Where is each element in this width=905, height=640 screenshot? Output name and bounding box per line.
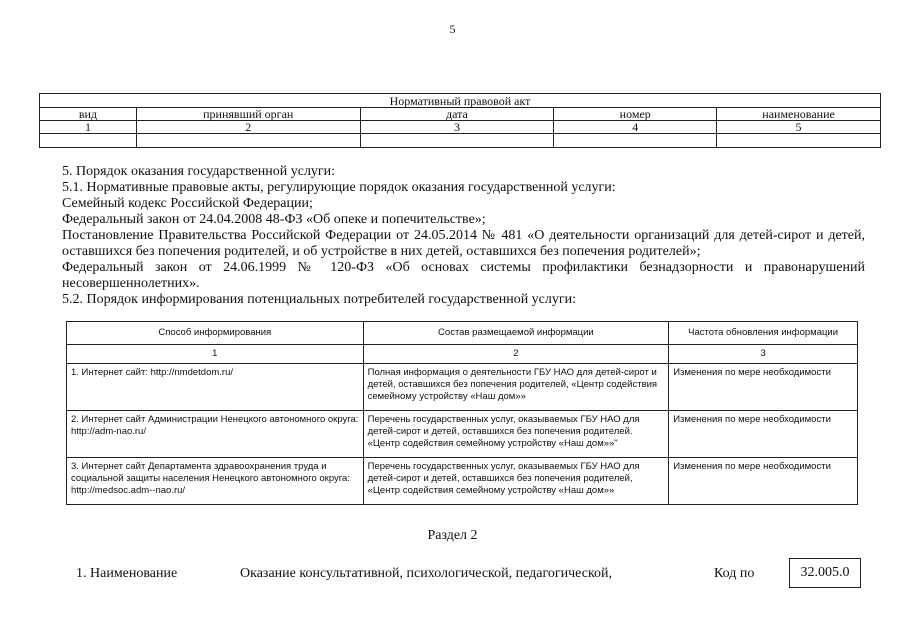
legal-act-header-date: дата: [360, 108, 554, 121]
code-label: Код по: [714, 566, 755, 581]
legal-act-col-num: 5: [717, 121, 881, 134]
legal-act-header-number: номер: [554, 108, 717, 121]
page-number: 5: [449, 22, 456, 36]
service-name: Оказание консультативной, психологической, педагогической,: [240, 566, 613, 581]
legal-act-col-num: 2: [136, 121, 360, 134]
info-frequency: Изменения по мере необходимости: [669, 364, 858, 411]
info-frequency: Изменения по мере необходимости: [669, 458, 858, 505]
legal-act-header-title: наименование: [717, 108, 881, 121]
legal-act-col-num: 3: [360, 121, 554, 134]
legal-act-empty-cell: [717, 134, 881, 148]
info-method: 2. Интернет сайт Администрации Ненецкого автономного округа: http://adm-nao.ru/: [67, 411, 364, 458]
section-5-heading: 5. Порядок оказания государственной услуги:: [62, 164, 336, 179]
info-method: 3. Интернет сайт Департамента здравоохранения труда и социальной защиты населения Ненецкого автономного округа: http://medsoc.adm--nao.ru/: [67, 458, 364, 505]
legal-act-table: [39, 93, 881, 148]
legal-act-item: Постановление Правительства Российской Федерации от 24.05.2014 № 481 «О деятельности организаций для детей-сирот и детей,: [62, 228, 865, 243]
info-col-num: 1: [67, 345, 364, 364]
legal-act-col-num: 1: [40, 121, 137, 134]
info-frequency: Изменения по мере необходимости: [669, 411, 858, 458]
legal-act-header-type: вид: [40, 108, 137, 121]
info-content: Перечень государственных услуг, оказываемых ГБУ НАО для детей-сирот и детей, оставшихся без попечения родителей, «Центр содействия семейному устройству «Наш дом»»: [363, 458, 669, 505]
info-method: 1. Интернет сайт: http://nmdetdom.ru/: [67, 364, 364, 411]
legal-act-item: Федеральный закон от 24.06.1999 № 120-ФЗ «Об основах системы профилактики безнадзорности и правонарушений: [62, 260, 865, 275]
information-table: [66, 321, 858, 505]
legal-act-item: Федеральный закон от 24.04.2008 48-ФЗ «Об опеке и попечительстве»;: [62, 212, 486, 227]
section-5-text: [62, 164, 865, 308]
info-content: Перечень государственных услуг, оказываемых ГБУ НАО для детей-сирот и детей, оставшихся без попечения родителей. «Центр содействия семейному устройству «Наш дом»»": [363, 411, 669, 458]
legal-act-empty-cell: [136, 134, 360, 148]
table-row: [67, 364, 858, 411]
section-5-2-heading: 5.2. Порядок информирования потенциальных потребителей государственной услуги:: [62, 292, 577, 307]
legal-act-empty-cell: [554, 134, 717, 148]
legal-act-item: несовершеннолетних».: [62, 276, 200, 291]
legal-act-table-title: Нормативный правовой акт: [40, 94, 881, 108]
table-row: [67, 411, 858, 458]
legal-act-item: Семейный кодекс Российской Федерации;: [62, 196, 313, 211]
info-content: Полная информация о деятельности ГБУ НАО для детей-сирот и детей, оставшихся без попечения родителей, «Центр содействия семейному устройству «Наш дом»»: [363, 364, 669, 411]
table-row: [67, 458, 858, 505]
info-header-content: Состав размещаемой информации: [363, 322, 669, 345]
legal-act-empty-cell: [360, 134, 554, 148]
info-header-method: Способ информирования: [67, 322, 364, 345]
legal-act-item: оставшихся без попечения родителей, и об устройстве в них детей, оставшихся без попечения родителей»;: [62, 244, 701, 259]
legal-act-empty-cell: [40, 134, 137, 148]
section-2-title: Раздел 2: [427, 528, 478, 543]
info-header-frequency: Частота обновления информации: [669, 322, 858, 345]
code-box: 32.005.0: [789, 558, 861, 588]
info-col-num: 2: [363, 345, 669, 364]
legal-act-header-body: принявший орган: [136, 108, 360, 121]
info-col-num: 3: [669, 345, 858, 364]
legal-act-col-num: 4: [554, 121, 717, 134]
name-label: 1. Наименование: [76, 566, 178, 581]
section-5-1-heading: 5.1. Нормативные правовые акты, регулирующие порядок оказания государственной услуги:: [62, 180, 616, 195]
